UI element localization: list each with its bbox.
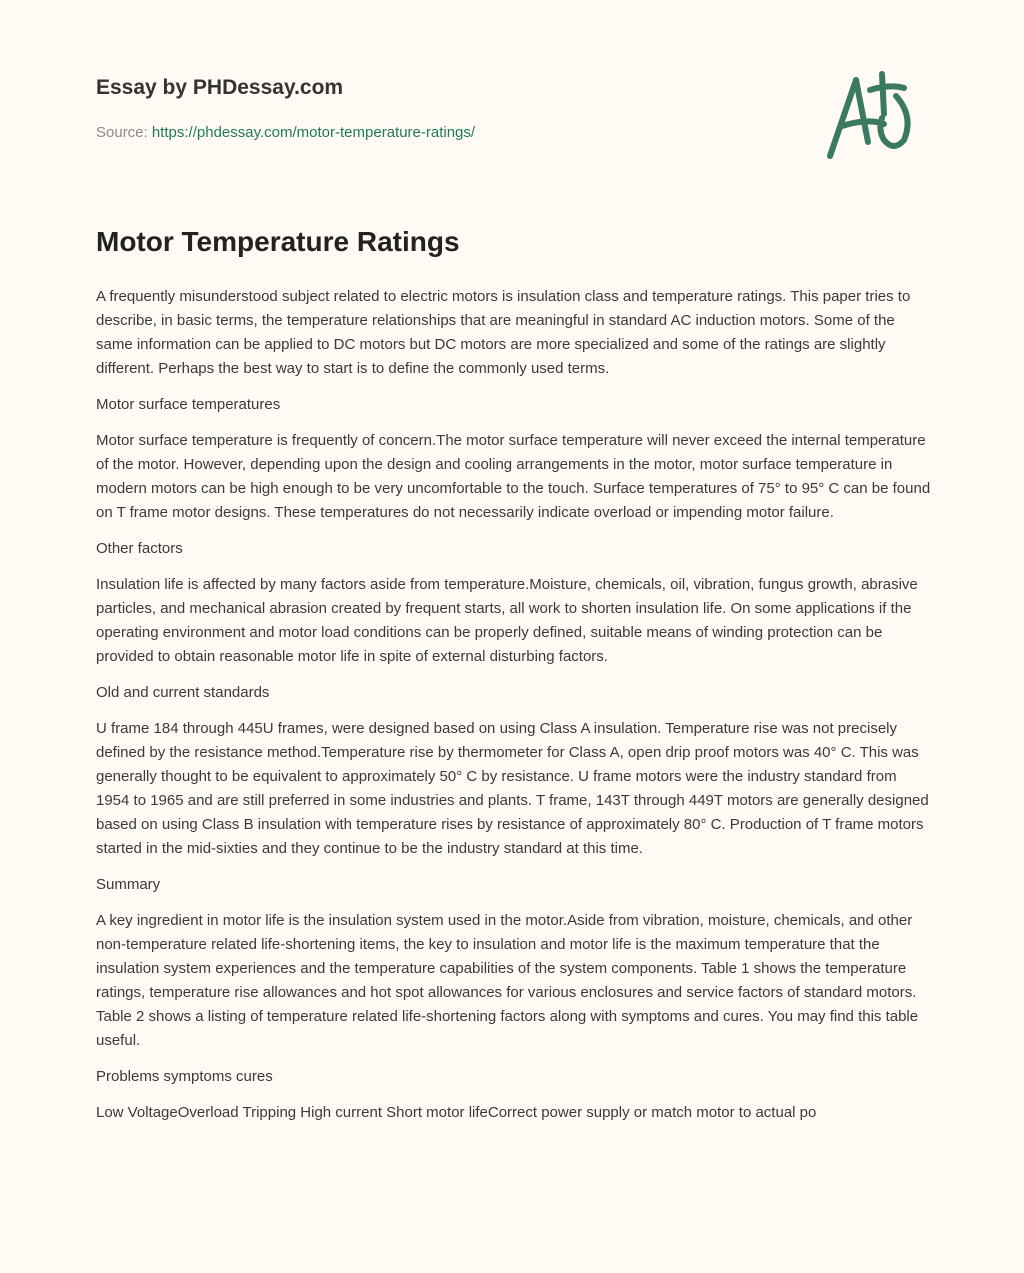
subheading-other-factors: Other factors: [96, 540, 183, 557]
paragraph-surface-temperatures: Motor surface temperature is frequently of concern.The motor surface temperature will never exceed the internal temperature of the motor. However, depending upon the design and cooling arrangements in the motor, motor surface temperature in modern motors can be high enough to be very uncomfortable to the touch. Surface temperatures of 75° to 95° C can be found on T frame motor designs. These temperatures do not necessarily indicate overload or impending motor failure.: [96, 432, 931, 521]
paragraph-problems: Low VoltageOverload Tripping High current Short motor lifeCorrect power supply or match motor to actual po: [96, 1104, 817, 1121]
essay-body: [96, 285, 932, 1137]
subheading-surface-temperatures: Motor surface temperatures: [96, 396, 281, 413]
paragraph-standards: U frame 184 through 445U frames, were designed based on using Class A insulation. Temperature rise was not precisely defined by the resistance method.Temperature rise by thermometer for Class A, open drip proof motors was 40° C. This was generally thought to be equivalent to approximately 50° C by resistance. U frame motors were the industry standard from 1954 to 1965 and are still preferred in some industries and plants. T frame, 143T through 449T motors are generally designed based on using Class B insulation with temperature rises by resistance of approximately 80° C. Production of T frame motors started in the mid-sixties and they continue to be the industry standard at this time.: [96, 720, 929, 857]
page-title: Motor Temperature Ratings: [96, 226, 460, 257]
paragraph-summary: A key ingredient in motor life is the insulation system used in the motor.Aside from vibration, moisture, chemicals, and other non-temperature related life-shortening items, the key to insulation and motor life is the maximum temperature that the insulation system experiences and the temperature capabilities of the system components. Table 1 shows the temperature ratings, temperature rise allowances and hot spot allowances for various enclosures and service factors of standard motors. Table 2 shows a listing of temperature related life-shortening factors along with symptoms and cures. You may find this table useful.: [96, 912, 919, 1049]
paragraph-intro: A frequently misunderstood subject related to electric motors is insulation class and temperature ratings. This paper tries to describe, in basic terms, the temperature relationships that are meaningful in standard AC induction motors. Some of the same information can be applied to DC motors but DC motors are more specialized and some of the ratings are slightly different. Perhaps the best way to start is to define the commonly used terms.: [96, 288, 911, 377]
paragraph-other-factors: Insulation life is affected by many factors aside from temperature.Moisture, chemicals, oil, vibration, fungus growth, abrasive particles, and mechanical abrasion created by frequent starts, all work to shorten insulation life. On some applications if the operating environment and motor load conditions can be properly defined, suitable means of winding protection can be provided to obtain reasonable motor life in spite of external disturbing factors.: [96, 576, 918, 665]
source-link[interactable]: https://phdessay.com/motor-temperature-ratings/: [151, 124, 476, 141]
site-header: [96, 76, 343, 100]
subheading-standards: Old and current standards: [96, 684, 270, 701]
subheading-problems: Problems symptoms cures: [96, 1068, 273, 1085]
source-label: Source:: [96, 124, 148, 141]
source-line: [96, 124, 475, 141]
brand-title: Essay by PHDessay.com: [96, 76, 344, 99]
subheading-summary: Summary: [96, 876, 161, 893]
a-plus-logo-icon: [818, 66, 928, 166]
